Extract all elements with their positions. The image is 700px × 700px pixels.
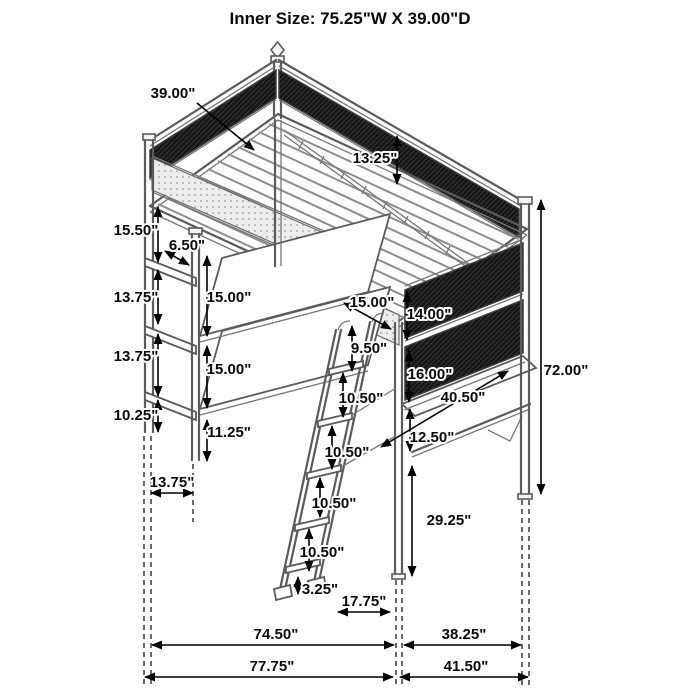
dimension-label: 13.75" xyxy=(113,348,159,365)
dimension-label: 15.00" xyxy=(349,294,395,311)
dimension-label: 14.00" xyxy=(406,306,452,323)
dimension-label: 12.50" xyxy=(409,429,455,446)
dimension-deck-to-shelf1 xyxy=(114,207,159,262)
guardrail-right xyxy=(279,60,521,239)
dimension-inner-width-bottom xyxy=(152,626,394,645)
dimension-label: 15.00" xyxy=(206,361,252,378)
dimension-label: 13.25" xyxy=(352,150,398,167)
dimension-desk2-to-floor xyxy=(207,420,251,461)
dimension-label: 72.00" xyxy=(543,362,589,379)
dimension-shelf2-to-shelf3 xyxy=(114,334,159,396)
left-post xyxy=(143,134,155,432)
dimension-label: 39.00" xyxy=(150,85,196,102)
dimension-total-height xyxy=(541,200,588,494)
dimension-label: 15.50" xyxy=(113,222,159,239)
dimension-label: 38.25" xyxy=(441,626,487,643)
dimension-overall-depth xyxy=(400,658,528,677)
dimension-label: 17.75" xyxy=(341,593,387,610)
right-post xyxy=(518,197,532,499)
dimension-label: 13.75" xyxy=(149,474,195,491)
diagram-title: Inner Size: 75.25"W X 39.00"D xyxy=(229,9,471,28)
dimension-label: 10.50" xyxy=(311,495,357,512)
dimension-rung-spacing-1 xyxy=(339,373,384,417)
dimension-label: 6.50" xyxy=(168,237,206,254)
dimension-label: 41.50" xyxy=(443,658,489,675)
dimension-label: 10.25" xyxy=(113,407,159,424)
dimension-side-depth-inner xyxy=(404,626,521,645)
front-post xyxy=(392,323,405,579)
dimension-overall-width xyxy=(145,658,393,677)
dimension-label: 40.50" xyxy=(440,389,486,406)
dimension-label: 74.50" xyxy=(253,626,299,643)
dimension-stretcher-to-floor xyxy=(412,466,471,576)
dimension-label: 29.25" xyxy=(426,512,472,529)
dimension-shelf-unit-depth xyxy=(150,474,195,493)
dimension-label: 15.00" xyxy=(206,289,252,306)
dimension-ladder-foot-offset xyxy=(338,593,390,612)
dimension-shelf3-to-leg-bottom xyxy=(114,400,159,432)
dimension-label: 13.75" xyxy=(113,289,159,306)
dimension-shelf1-to-shelf2 xyxy=(114,270,159,324)
dimension-label: 9.50" xyxy=(350,340,388,357)
dimension-label: 10.50" xyxy=(324,444,370,461)
dimension-label: 11.25" xyxy=(207,424,251,441)
dimension-label: 77.75" xyxy=(249,658,295,675)
dimension-label: 10.50" xyxy=(299,544,345,561)
dimension-label: 16.00" xyxy=(407,366,453,383)
dimension-bottom-rung-height xyxy=(298,577,338,598)
dimension-label: 3.25" xyxy=(301,581,339,598)
dimension-label: 10.50" xyxy=(338,390,384,407)
